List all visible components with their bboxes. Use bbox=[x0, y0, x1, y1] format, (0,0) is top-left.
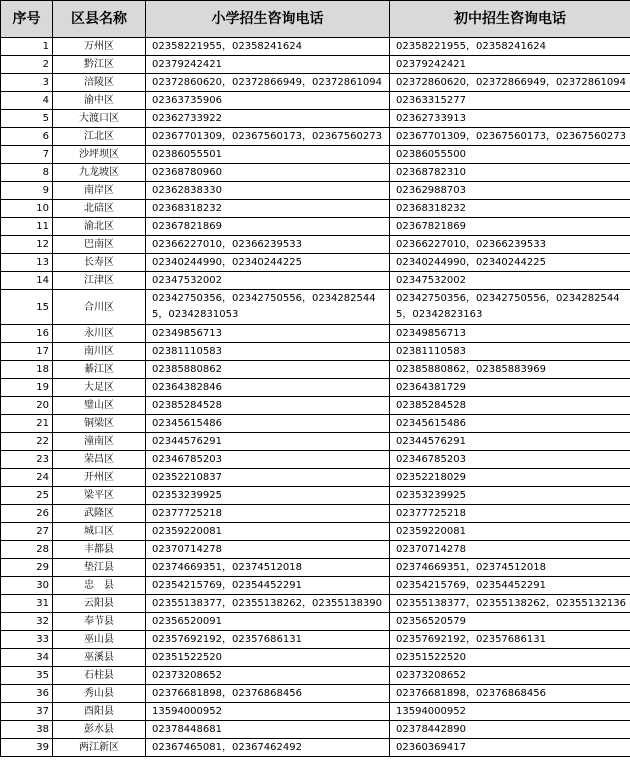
seq-cell: 35 bbox=[1, 667, 53, 685]
primary-phone-cell: 02344576291 bbox=[146, 433, 390, 451]
middle-phone-cell: 02353239925 bbox=[390, 487, 630, 505]
district-cell: 梁平区 bbox=[53, 487, 146, 505]
seq-cell: 37 bbox=[1, 703, 53, 721]
primary-phone-cell: 02379242421 bbox=[146, 56, 390, 74]
seq-cell: 11 bbox=[1, 218, 53, 236]
table-row bbox=[1, 703, 630, 721]
seq-cell: 3 bbox=[1, 74, 53, 92]
table-row bbox=[1, 415, 630, 433]
primary-phone-cell: 02362733922 bbox=[146, 110, 390, 128]
seq-cell: 7 bbox=[1, 146, 53, 164]
primary-phone-cell: 02357692192，02357686131 bbox=[146, 631, 390, 649]
primary-phone-cell: 02367821869 bbox=[146, 218, 390, 236]
table-row bbox=[1, 505, 630, 523]
seq-cell: 32 bbox=[1, 613, 53, 631]
middle-phone-cell: 02345615486 bbox=[390, 415, 630, 433]
district-cell: 石柱县 bbox=[53, 667, 146, 685]
table-row bbox=[1, 290, 630, 325]
district-cell: 城口区 bbox=[53, 523, 146, 541]
district-cell: 开州区 bbox=[53, 469, 146, 487]
primary-phone-cell: 02358221955，02358241624 bbox=[146, 38, 390, 56]
middle-phone-cell: 02351522520 bbox=[390, 649, 630, 667]
seq-cell: 12 bbox=[1, 236, 53, 254]
district-cell: 合川区 bbox=[53, 290, 146, 325]
primary-phone-cell: 02352210837 bbox=[146, 469, 390, 487]
primary-phone-cell: 02345615486 bbox=[146, 415, 390, 433]
primary-phone-cell: 02351522520 bbox=[146, 649, 390, 667]
seq-cell: 33 bbox=[1, 631, 53, 649]
table-row bbox=[1, 200, 630, 218]
district-cell: 沙坪坝区 bbox=[53, 146, 146, 164]
district-cell: 綦江区 bbox=[53, 361, 146, 379]
seq-cell: 10 bbox=[1, 200, 53, 218]
primary-phone-cell: 02346785203 bbox=[146, 451, 390, 469]
district-cell: 江北区 bbox=[53, 128, 146, 146]
middle-phone-cell: 02366227010，02366239533 bbox=[390, 236, 630, 254]
seq-cell: 38 bbox=[1, 721, 53, 739]
middle-phone-cell: 13594000952 bbox=[390, 703, 630, 721]
district-cell: 渝中区 bbox=[53, 92, 146, 110]
district-cell: 丰都县 bbox=[53, 541, 146, 559]
primary-phone-cell: 02378448681 bbox=[146, 721, 390, 739]
primary-phone-cell: 02377725218 bbox=[146, 505, 390, 523]
seq-cell: 16 bbox=[1, 325, 53, 343]
table-row bbox=[1, 487, 630, 505]
table-row bbox=[1, 272, 630, 290]
table-row bbox=[1, 254, 630, 272]
middle-phone-cell: 02349856713 bbox=[390, 325, 630, 343]
middle-phone-cell: 02362733913 bbox=[390, 110, 630, 128]
district-cell: 黔江区 bbox=[53, 56, 146, 74]
table-row bbox=[1, 739, 630, 757]
district-cell: 巴南区 bbox=[53, 236, 146, 254]
district-cell: 巫山县 bbox=[53, 631, 146, 649]
primary-phone-cell: 02373208652 bbox=[146, 667, 390, 685]
table-row bbox=[1, 92, 630, 110]
seq-cell: 30 bbox=[1, 577, 53, 595]
table-row bbox=[1, 146, 630, 164]
middle-phone-cell: 02342750356，02342750556，02342825445，02342823163 bbox=[390, 290, 630, 325]
table-body bbox=[1, 38, 630, 757]
district-cell: 永川区 bbox=[53, 325, 146, 343]
seq-cell: 39 bbox=[1, 739, 53, 757]
seq-cell: 14 bbox=[1, 272, 53, 290]
seq-cell: 24 bbox=[1, 469, 53, 487]
middle-phone-cell: 02352218029 bbox=[390, 469, 630, 487]
seq-cell: 2 bbox=[1, 56, 53, 74]
table-row bbox=[1, 721, 630, 739]
header-district: 区县名称 bbox=[53, 1, 146, 38]
seq-cell: 23 bbox=[1, 451, 53, 469]
table-row bbox=[1, 56, 630, 74]
middle-phone-cell: 02377725218 bbox=[390, 505, 630, 523]
primary-phone-cell: 02368318232 bbox=[146, 200, 390, 218]
middle-phone-cell: 02358221955，02358241624 bbox=[390, 38, 630, 56]
district-cell: 万州区 bbox=[53, 38, 146, 56]
district-cell: 涪陵区 bbox=[53, 74, 146, 92]
table-row bbox=[1, 595, 630, 613]
district-cell: 云阳县 bbox=[53, 595, 146, 613]
middle-phone-cell: 02357692192，02357686131 bbox=[390, 631, 630, 649]
table-row bbox=[1, 541, 630, 559]
district-cell: 巫溪县 bbox=[53, 649, 146, 667]
middle-phone-cell: 02354215769，02354452291 bbox=[390, 577, 630, 595]
middle-phone-cell: 02364381729 bbox=[390, 379, 630, 397]
district-cell: 荣昌区 bbox=[53, 451, 146, 469]
seq-cell: 31 bbox=[1, 595, 53, 613]
seq-cell: 29 bbox=[1, 559, 53, 577]
seq-cell: 36 bbox=[1, 685, 53, 703]
middle-phone-cell: 02363315277 bbox=[390, 92, 630, 110]
table-row bbox=[1, 182, 630, 200]
district-cell: 璧山区 bbox=[53, 397, 146, 415]
table-row bbox=[1, 218, 630, 236]
table-row bbox=[1, 685, 630, 703]
seq-cell: 9 bbox=[1, 182, 53, 200]
primary-phone-cell: 02353239925 bbox=[146, 487, 390, 505]
district-cell: 长寿区 bbox=[53, 254, 146, 272]
primary-phone-cell: 02385284528 bbox=[146, 397, 390, 415]
district-cell: 武隆区 bbox=[53, 505, 146, 523]
middle-phone-cell: 02367821869 bbox=[390, 218, 630, 236]
seq-cell: 18 bbox=[1, 361, 53, 379]
primary-phone-cell: 02356520091 bbox=[146, 613, 390, 631]
primary-phone-cell: 02359220081 bbox=[146, 523, 390, 541]
district-cell: 秀山县 bbox=[53, 685, 146, 703]
table-row bbox=[1, 128, 630, 146]
table-row bbox=[1, 38, 630, 56]
primary-phone-cell: 02363735906 bbox=[146, 92, 390, 110]
seq-cell: 27 bbox=[1, 523, 53, 541]
middle-phone-cell: 02372860620，02372866949，02372861094 bbox=[390, 74, 630, 92]
seq-cell: 21 bbox=[1, 415, 53, 433]
middle-phone-cell: 02360369417 bbox=[390, 739, 630, 757]
middle-phone-cell: 02367701309，02367560173，02367560273 bbox=[390, 128, 630, 146]
primary-phone-cell: 02366227010，02366239533 bbox=[146, 236, 390, 254]
primary-phone-cell: 02374669351，02374512018 bbox=[146, 559, 390, 577]
middle-phone-cell: 02386055500 bbox=[390, 146, 630, 164]
district-cell: 彭水县 bbox=[53, 721, 146, 739]
seq-cell: 28 bbox=[1, 541, 53, 559]
primary-phone-cell: 02367465081，02367462492 bbox=[146, 739, 390, 757]
district-cell: 铜梁区 bbox=[53, 415, 146, 433]
middle-phone-cell: 02340244990，02340244225 bbox=[390, 254, 630, 272]
middle-phone-cell: 02355138377，02355138262，02355132136 bbox=[390, 595, 630, 613]
table-row bbox=[1, 667, 630, 685]
middle-phone-cell: 02368782310 bbox=[390, 164, 630, 182]
middle-phone-cell: 02347532002 bbox=[390, 272, 630, 290]
table-row bbox=[1, 325, 630, 343]
district-cell: 江津区 bbox=[53, 272, 146, 290]
middle-phone-cell: 02385880862，02385883969 bbox=[390, 361, 630, 379]
primary-phone-cell: 02355138377，02355138262，02355138390 bbox=[146, 595, 390, 613]
district-cell: 奉节县 bbox=[53, 613, 146, 631]
table-row bbox=[1, 397, 630, 415]
district-cell: 北碚区 bbox=[53, 200, 146, 218]
district-cell: 九龙坡区 bbox=[53, 164, 146, 182]
primary-phone-cell: 02362838330 bbox=[146, 182, 390, 200]
primary-phone-cell: 02367701309，02367560173，02367560273 bbox=[146, 128, 390, 146]
district-cell: 潼南区 bbox=[53, 433, 146, 451]
district-cell: 酉阳县 bbox=[53, 703, 146, 721]
header-middle-phone: 初中招生咨询电话 bbox=[390, 1, 630, 38]
district-cell: 大渡口区 bbox=[53, 110, 146, 128]
district-cell: 大足区 bbox=[53, 379, 146, 397]
table-row bbox=[1, 469, 630, 487]
primary-phone-cell: 02372860620，02372866949，02372861094 bbox=[146, 74, 390, 92]
district-cell: 渝北区 bbox=[53, 218, 146, 236]
middle-phone-cell: 02346785203 bbox=[390, 451, 630, 469]
middle-phone-cell: 02362988703 bbox=[390, 182, 630, 200]
primary-phone-cell: 02368780960 bbox=[146, 164, 390, 182]
middle-phone-cell: 02356520579 bbox=[390, 613, 630, 631]
seq-cell: 15 bbox=[1, 290, 53, 325]
table-row bbox=[1, 577, 630, 595]
table-row bbox=[1, 343, 630, 361]
primary-phone-cell: 02349856713 bbox=[146, 325, 390, 343]
seq-cell: 20 bbox=[1, 397, 53, 415]
seq-cell: 1 bbox=[1, 38, 53, 56]
district-cell: 南川区 bbox=[53, 343, 146, 361]
seq-cell: 22 bbox=[1, 433, 53, 451]
table-row bbox=[1, 649, 630, 667]
primary-phone-cell: 02385880862 bbox=[146, 361, 390, 379]
table-row bbox=[1, 433, 630, 451]
seq-cell: 5 bbox=[1, 110, 53, 128]
district-cell: 南岸区 bbox=[53, 182, 146, 200]
district-cell: 两江新区 bbox=[53, 739, 146, 757]
middle-phone-cell: 02374669351，02374512018 bbox=[390, 559, 630, 577]
middle-phone-cell: 02379242421 bbox=[390, 56, 630, 74]
table-row bbox=[1, 74, 630, 92]
header-row bbox=[1, 1, 630, 38]
seq-cell: 8 bbox=[1, 164, 53, 182]
seq-cell: 17 bbox=[1, 343, 53, 361]
primary-phone-cell: 02354215769，02354452291 bbox=[146, 577, 390, 595]
middle-phone-cell: 02385284528 bbox=[390, 397, 630, 415]
middle-phone-cell: 02359220081 bbox=[390, 523, 630, 541]
table-row bbox=[1, 451, 630, 469]
table-row bbox=[1, 361, 630, 379]
table-row bbox=[1, 613, 630, 631]
middle-phone-cell: 02373208652 bbox=[390, 667, 630, 685]
seq-cell: 19 bbox=[1, 379, 53, 397]
middle-phone-cell: 02381110583 bbox=[390, 343, 630, 361]
middle-phone-cell: 02370714278 bbox=[390, 541, 630, 559]
primary-phone-cell: 02342750356，02342750556，02342825445，02342831053 bbox=[146, 290, 390, 325]
table-row bbox=[1, 164, 630, 182]
primary-phone-cell: 02386055501 bbox=[146, 146, 390, 164]
seq-cell: 13 bbox=[1, 254, 53, 272]
primary-phone-cell: 02381110583 bbox=[146, 343, 390, 361]
primary-phone-cell: 02370714278 bbox=[146, 541, 390, 559]
table-row bbox=[1, 559, 630, 577]
middle-phone-cell: 02368318232 bbox=[390, 200, 630, 218]
table-row bbox=[1, 236, 630, 254]
seq-cell: 26 bbox=[1, 505, 53, 523]
seq-cell: 25 bbox=[1, 487, 53, 505]
primary-phone-cell: 02364382846 bbox=[146, 379, 390, 397]
table-row bbox=[1, 379, 630, 397]
header-primary-phone: 小学招生咨询电话 bbox=[146, 1, 390, 38]
header-seq: 序号 bbox=[1, 1, 53, 38]
table-row bbox=[1, 631, 630, 649]
seq-cell: 4 bbox=[1, 92, 53, 110]
table-row bbox=[1, 523, 630, 541]
primary-phone-cell: 02340244990，02340244225 bbox=[146, 254, 390, 272]
seq-cell: 6 bbox=[1, 128, 53, 146]
middle-phone-cell: 02344576291 bbox=[390, 433, 630, 451]
primary-phone-cell: 13594000952 bbox=[146, 703, 390, 721]
district-cell: 垫江县 bbox=[53, 559, 146, 577]
seq-cell: 34 bbox=[1, 649, 53, 667]
district-cell: 忠 县 bbox=[53, 577, 146, 595]
table-row bbox=[1, 110, 630, 128]
primary-phone-cell: 02347532002 bbox=[146, 272, 390, 290]
primary-phone-cell: 02376681898，02376868456 bbox=[146, 685, 390, 703]
middle-phone-cell: 02376681898，02376868456 bbox=[390, 685, 630, 703]
middle-phone-cell: 02378442890 bbox=[390, 721, 630, 739]
